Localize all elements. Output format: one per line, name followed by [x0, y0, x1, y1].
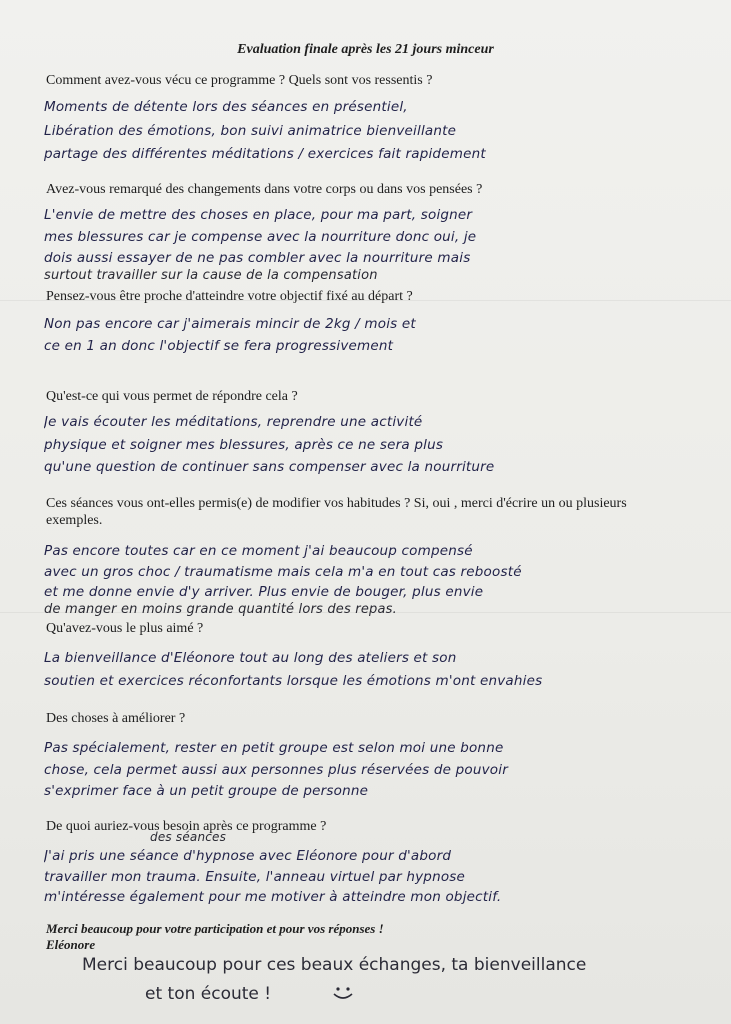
answer-6-line-2: soutien et exercices réconfortants lorsque les émotions m'ont envahies [44, 673, 543, 689]
answer-7-line-3: s'exprimer face à un petit groupe de personne [44, 783, 369, 799]
answer-1-line-1: Moments de détente lors des séances en présentiel, [44, 99, 408, 115]
answer-4-line-1: Je vais écouter les méditations, reprendre une activité [44, 414, 423, 430]
handwritten-note-line-1: Merci beaucoup pour ces beaux échanges, ta bienveillance [82, 955, 587, 975]
answer-2-line-2: mes blessures car je compense avec la nourriture donc oui, je [44, 229, 477, 245]
question-6: Qu'avez-vous le plus aimé ? [46, 621, 204, 636]
answer-7-line-2: chose, cela permet aussi aux personnes plus réservées de pouvoir [44, 762, 508, 778]
answer-2-line-1: L'envie de mettre des choses en place, pour ma part, soigner [44, 207, 473, 223]
answer-8-line-2: travailler mon trauma. Ensuite, l'anneau virtuel par hypnose [44, 869, 466, 885]
answer-5-line-1: Pas encore toutes car en ce moment j'ai beaucoup compensé [44, 543, 473, 559]
smiley-icon [330, 984, 356, 1002]
answer-3-line-2: ce en 1 an donc l'objectif se fera progressivement [44, 338, 394, 354]
answer-5-line-2: avec un gros choc / traumatisme mais cela m'a en tout cas reboosté [44, 564, 522, 580]
page-title: Evaluation finale après les 21 jours minceur [237, 42, 494, 57]
answer-4-line-3: qu'une question de continuer sans compenser avec la nourriture [44, 459, 495, 475]
answer-8-line-1: J'ai pris une séance d'hypnose avec Eléonore pour d'abord [44, 848, 452, 864]
question-7: Des choses à améliorer ? [46, 711, 186, 726]
question-4: Qu'est-ce qui vous permet de répondre cela ? [46, 389, 298, 404]
answer-7-line-1: Pas spécialement, rester en petit groupe est selon moi une bonne [44, 740, 504, 756]
answer-4-line-2: physique et soigner mes blessures, après ce ne sera plus [44, 437, 444, 453]
closing-message [46, 921, 686, 953]
answer-1-line-2: Libération des émotions, bon suivi animatrice bienveillante [44, 123, 457, 139]
question-3: Pensez-vous être proche d'atteindre votre objectif fixé au départ ? [46, 289, 413, 304]
question-5: Ces séances vous ont-elles permis(e) de modifier vos habitudes ? Si, oui , merci d'écrire un ou plusieurs exemples. [46, 496, 627, 528]
question-2: Avez-vous remarqué des changements dans votre corps ou dans vos pensées ? [46, 182, 483, 197]
closing-text: Merci beaucoup pour votre participation et pour vos réponses ! [46, 921, 384, 936]
handwritten-note-line-2: et ton écoute ! [145, 984, 272, 1004]
answer-2-line-4: surtout travailler sur la cause de la compensation [44, 268, 378, 283]
answer-8-line-3: m'intéresse également pour me motiver à atteindre mon objectif. [44, 889, 502, 905]
answer-5-line-4: de manger en moins grande quantité lors des repas. [44, 602, 397, 617]
answer-1-line-3: partage des différentes méditations / exercices fait rapidement [44, 146, 486, 162]
answer-8-insert: des séances [150, 830, 227, 844]
signature: Eléonore [46, 937, 96, 952]
answer-3-line-1: Non pas encore car j'aimerais mincir de 2kg / mois et [44, 316, 416, 332]
answer-5-line-3: et me donne envie d'y arriver. Plus envie de bouger, plus envie [44, 584, 484, 600]
question-8: De quoi auriez-vous besoin après ce programme ? [46, 819, 327, 834]
question-1: Comment avez-vous vécu ce programme ? Quels sont vos ressentis ? [46, 73, 433, 88]
answer-6-line-1: La bienveillance d'Eléonore tout au long des ateliers et son [44, 650, 457, 666]
answer-2-line-3: dois aussi essayer de ne pas combler avec la nourriture mais [44, 250, 471, 266]
